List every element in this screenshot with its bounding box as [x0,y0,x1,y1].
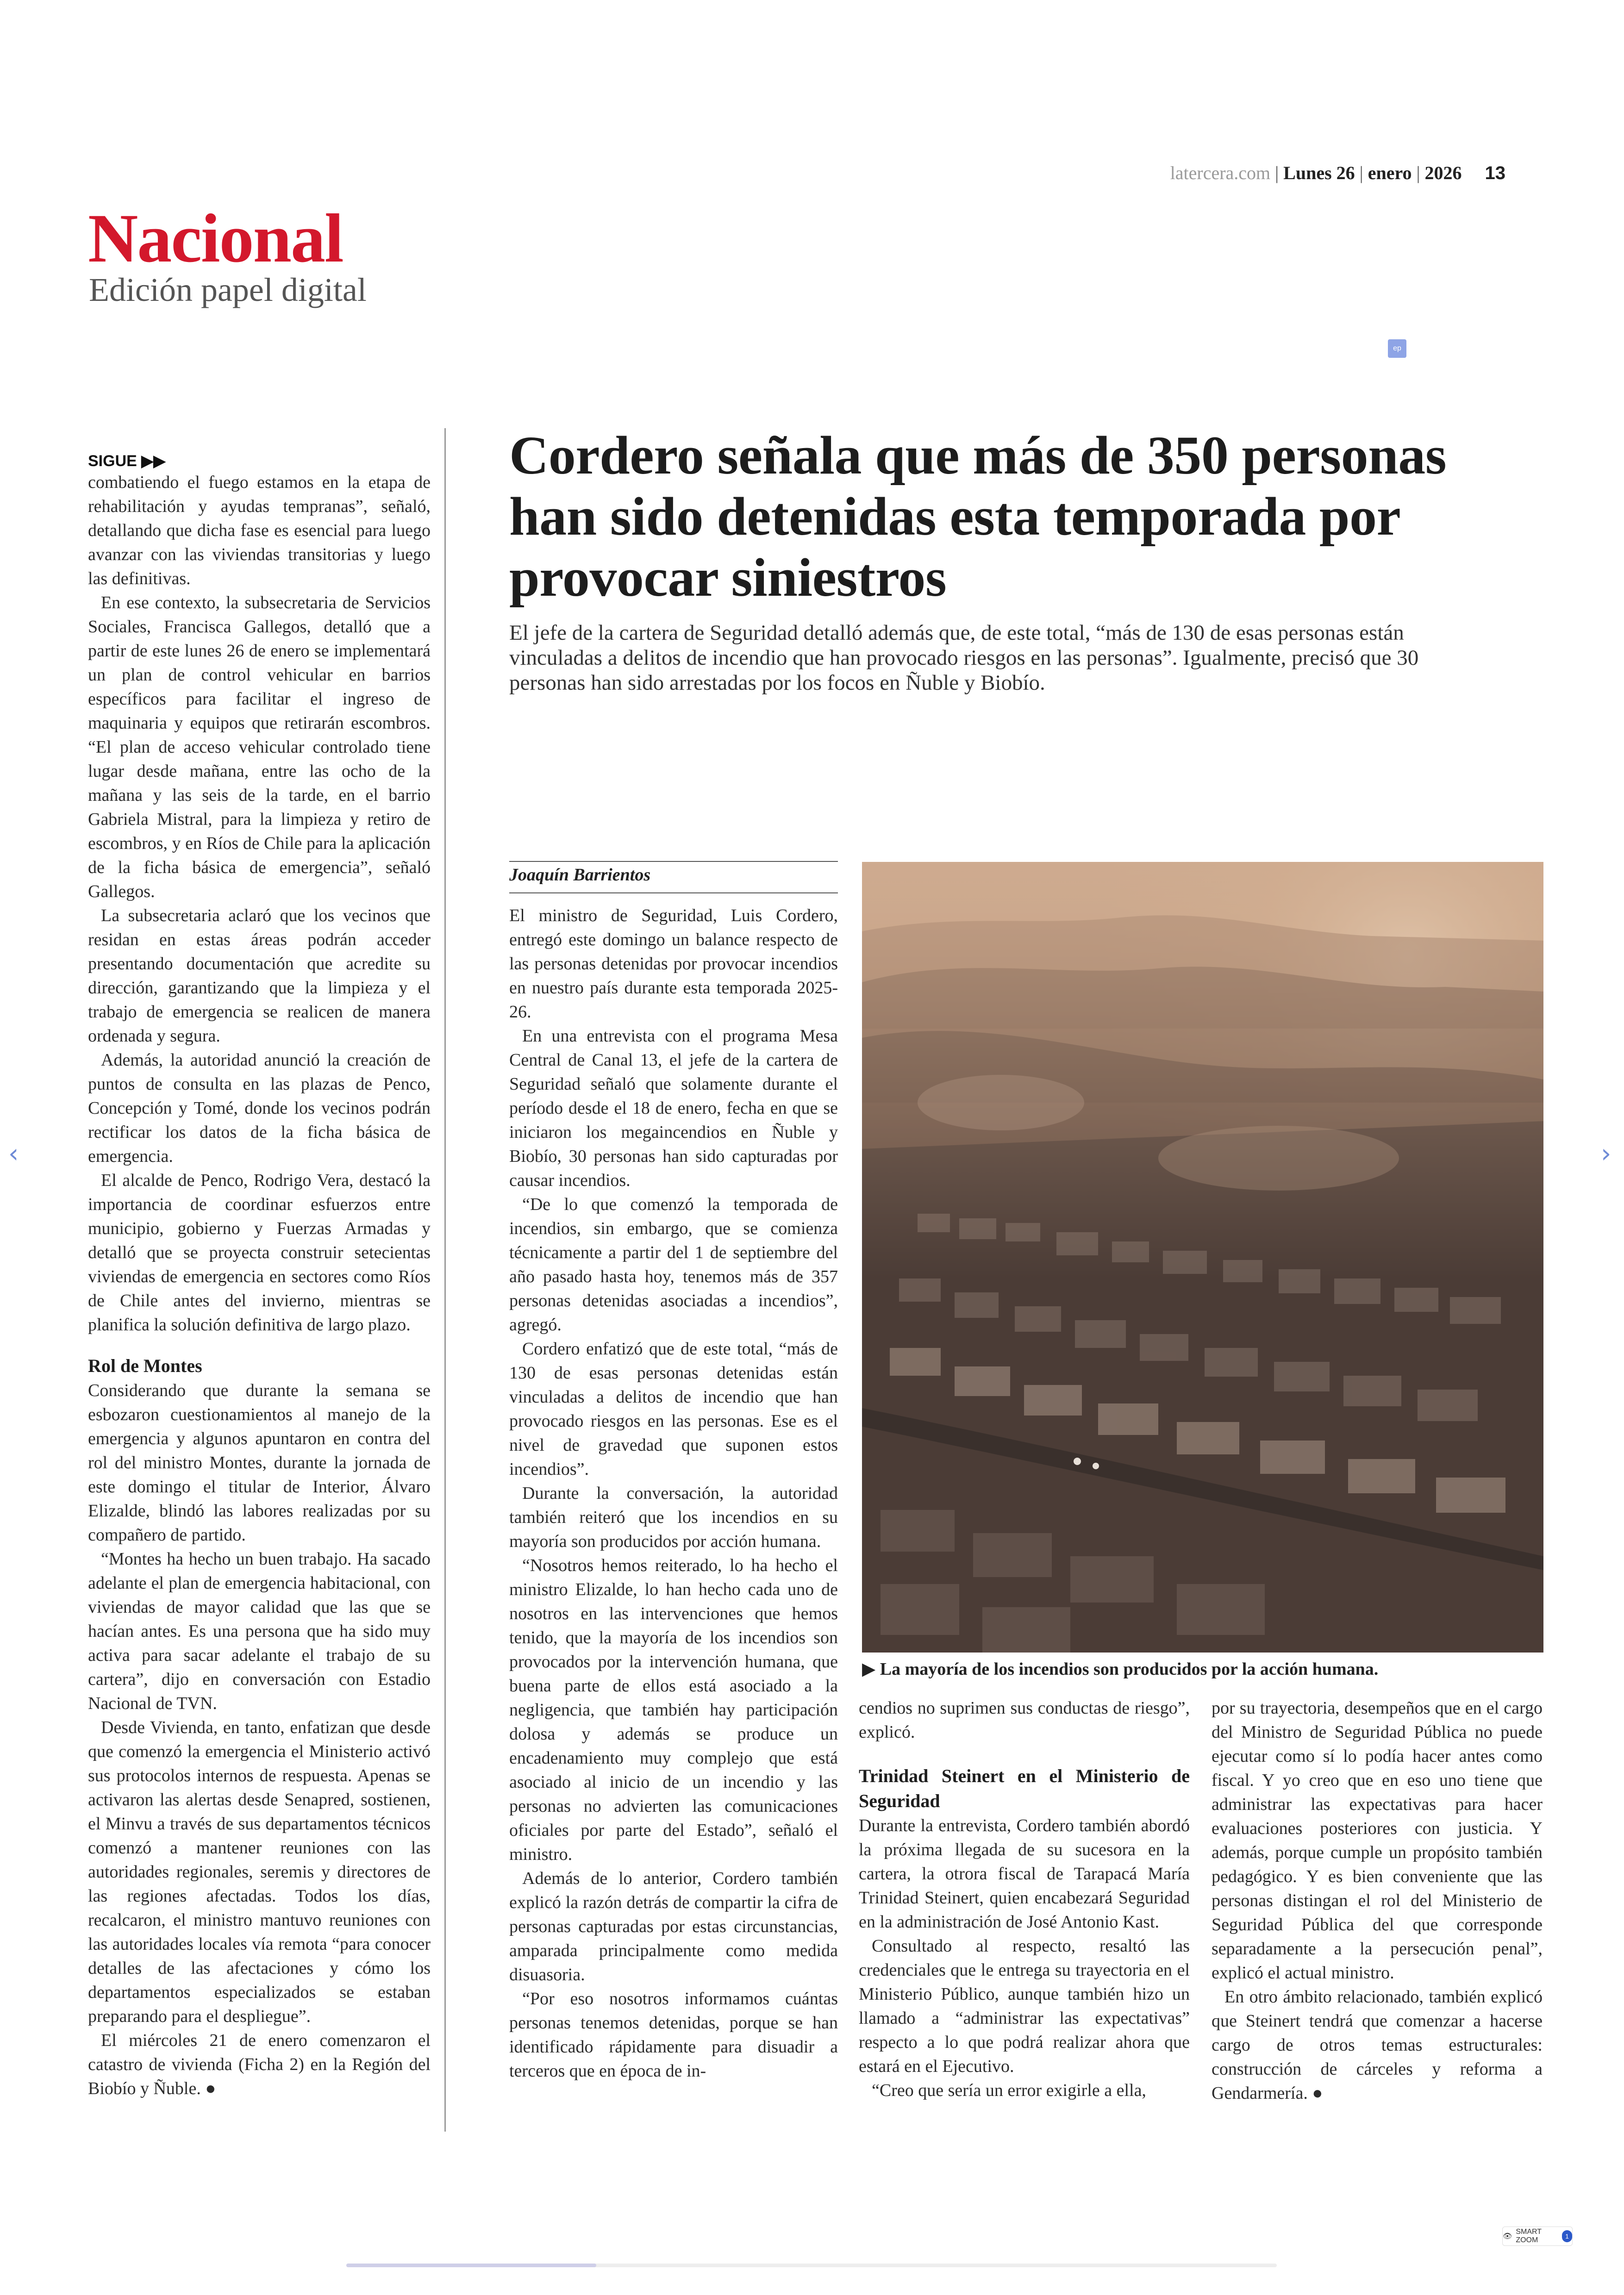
next-page-arrow-icon[interactable]: › [1601,1139,1612,1169]
left-column [88,449,431,2101]
paragraph: Desde Vivienda, en tanto, enfatizan que desde que comenzó la emergencia el Ministerio activó sus protocolos internos de respuesta. Apenas se activaron las alertas desde Senapred, sostienen, el Minvu a través de sus departamentos técnicos comenzó a mantener reuniones con las autoridades regionales, seremis y directores de las regiones afectadas. Todos los días, recalcaron, el ministro mantuvo reuniones con las autoridades locales vía remota “para conocer detalles de las afectaciones y cómo los departamentos especializados se estaban preparando para el despliegue”. [88,1718,431,2026]
paragraph: Consultado al respecto, resaltó las credenciales que le entrega su trayectoria en el Ministerio Público, aunque también hizo un llamado a “administrar las expectativas” respecto a lo que podrá realizar ahora que estará en el Ejecutivo. [859,1936,1190,2076]
date-day: Lunes 26 [1283,162,1355,183]
paragraph: Además de lo anterior, Cordero también explicó la razón detrás de compartir la cifra de personas capturadas por estas circunstancias, amparada principalmente como medida disuasoria. [509,1869,838,1984]
middle-column [509,904,838,2083]
paragraph: por su trayectoria, desempeños que en el cargo del Ministro de Seguridad Pública no puede ejecutar como sí lo podía hacer antes como fiscal. Y yo creo que en eso uno tiene que administrar las expectativas para hacer evaluaciones posteriores con justicia. Y además, porque cumple un propósito también pedagógico. Y es bien conveniente que las personas distingan el rol del Ministerio de Seguridad Pública del que corresponde separadamente a la persecución penal”, explicó el actual ministro. [1212,1698,1543,1983]
date-year: 2026 [1424,162,1462,183]
page-scrollbar-thumb[interactable] [346,2264,596,2267]
photo-caption: ▶ La mayoría de los incendios son producidos por la acción humana. [862,1659,1379,1679]
smart-zoom-label: SMART ZOOM [1516,2228,1542,2244]
paragraph: “Montes ha hecho un buen trabajo. Ha sacado adelante el plan de emergencia habitacional, con viviendas de mayor calidad que las que se hacían antes. Es una persona que ha sido muy activa para sacar adelante el trabajo de su cartera”, dijo en conversación con Estadio Nacional de TVN. [88,1549,431,1713]
end-mark-icon: ● [205,2079,216,2098]
column-four [1212,1696,1543,2105]
paragraph: combatiendo el fuego estamos en la etapa de rehabilitación y ayudas tempranas”, señaló, detallando que dicha fase es esencial para luego avanzar con las viviendas transitorias y luego las definitivas. [88,473,431,588]
paragraph: “Por eso nosotros informamos cuántas personas tenemos detenidas, porque se han identificado rápidamente para disuadir a terceros que en época de in- [509,1989,838,2081]
sigue-marker: SIGUE ▶▶ [88,452,166,470]
paragraph-text: En otro ámbito relacionado, también explicó que Steinert tendrá que comenzar a hacerse cargo de otros temas estructurales: construcción de cárceles y reforma a Gendarmería. [1212,1987,1543,2103]
paragraph: En ese contexto, la subsecretaria de Servicios Sociales, Francisca Gallegos, detalló que a partir de este lunes 26 de enero se implementará un plan de control vehicular en barrios específicos para facilitar el ingreso de maquinaria y equipos que retirarán escombros. “El plan de acceso vehicular controlado tiene lugar desde mañana, entre las ocho de la mañana y las seis de la tarde, en el barrio Gabriela Mistral, para la limpieza y retiro de escombros, y en Ríos de Chile para la aplicación de la ficha básica de emergencia”, señaló Gallegos. [88,593,431,901]
column-three [859,1696,1190,2102]
paragraph: El ministro de Seguridad, Luis Cordero, entregó este domingo un balance respecto de las personas detenidas por provocar incendios en nuestro país durante esta temporada 2025-26. [509,906,838,1022]
end-mark-icon: ● [1312,2083,1323,2103]
eye-icon: 👁 [1503,2233,1512,2240]
ep-badge[interactable]: ep [1388,339,1406,358]
subhead-rol-de-montes: Rol de Montes [88,1355,202,1376]
deck: El jefe de la cartera de Seguridad detalló además que, de este total, “más de 130 de esas personas están vinculadas a delitos de incendio que han provocado riesgos en las personas”. Igualmente, precisó que 30 personas han sido arrestadas por los focos en Ñuble y Biobío. [509,621,1419,695]
headline: Cordero señala que más de 350 personas han sido detenidas esta temporada por provocar siniestros [509,425,1447,608]
prev-page-arrow-icon[interactable]: ‹ [8,1139,19,1169]
paragraph: Además, la autoridad anunció la creación de puntos de consulta en las plazas de Penco, Concepción y Tomé, donde los vecinos podrán rectificar los datos de la ficha básica de emergencia. [88,1050,431,1166]
smart-zoom-button[interactable] [1502,2226,1573,2246]
paragraph: El alcalde de Penco, Rodrigo Vera, destacó la importancia de coordinar esfuerzos entre municipio, gobierno y Fuerzas Armadas y detalló que se proyecta construir setecientas viviendas de emergencia en sectores como Ríos de Chile antes del invierno, mientras se planifica la solución definitiva de largo plazo. [88,1171,431,1335]
masthead-dateline: latercera.com | Lunes 26 | enero | 2026 13 [1170,162,1505,183]
paragraph-end [1212,1985,1543,2105]
page-number: 13 [1485,163,1505,183]
paragraph: “Nosotros hemos reiterado, lo ha hecho el ministro Elizalde, lo han hecho cada uno de nosotros en las intervenciones que hemos tenido, que la mayoría de los incendios son provocados por la intervención humana, que buena parte de ellos está asociado a la negligencia, que también hay participación dolosa y además se produce un encadenamiento muy complejo que está asociado al inicio de un incendio y las personas no advierten las comunicaciones oficiales por parte del Estado”, señaló el ministro. [509,1556,838,1864]
paragraph: Durante la conversación, la autoridad también reiteró que los incendios en su mayoría son producidos por acción humana. [509,1484,838,1551]
byline: Joaquín Barrientos [509,865,651,885]
smart-zoom-count: 1 [1562,2230,1572,2242]
paragraph: cendios no suprimen sus conductas de riesgo”, explicó. [859,1698,1190,1742]
paragraph: Considerando que durante la semana se esbozaron cuestionamientos al manejo de la emergencia y algunos apuntaron en contra del rol del ministro Montes, durante la jornada de este domingo el titular de Interior, Álvaro Elizalde, blindó las labores realizadas por su compañero de partido. [88,1381,431,1545]
section-title: Nacional [88,200,343,277]
paragraph-text: El miércoles 21 de enero comenzaron el catastro de vivienda (Ficha 2) en la Región del Biobío y Ñuble. [88,2031,431,2098]
paragraph-end [88,2028,431,2101]
paragraph: En una entrevista con el programa Mesa Central de Canal 13, el jefe de la cartera de Seguridad señaló que solamente durante el período desde el 18 de enero, fecha en que se iniciaron los megaincendios en Ñuble y Biobío, 30 personas han sido capturadas por causar incendios. [509,1026,838,1190]
paragraph: “De lo que comenzó la temporada de incendios, sin embargo, que se comienza técnicamente a partir del 1 de septiembre del año pasado hasta hoy, tenemos más de 357 personas detenidas asociadas a incendios”, agregó. [509,1195,838,1335]
column-divider [444,428,446,2132]
site-name[interactable]: latercera.com [1170,162,1271,183]
edition-label: Edición papel digital [89,271,367,308]
byline-rule-bottom [509,892,838,893]
fire-aerial-photo[interactable] [862,862,1543,1653]
paragraph: Cordero enfatizó que de este total, “más de 130 de esas personas detenidas están vinculadas a delitos de incendio que han provocado riesgos en las personas. Ese es el nivel de gravedad que suponen estos incendios”. [509,1339,838,1479]
date-month: enero [1368,162,1412,183]
subhead-trinidad-steinert: Trinidad Steinert en el Ministerio de Seguridad [859,1765,1190,1811]
byline-rule-top [509,861,838,862]
paragraph: La subsecretaria aclaró que los vecinos que residan en estas áreas podrán acceder presentando documentación que acredite su dirección, garantizando que la limpieza y el trabajo de emergencia se realicen de manera ordenada y segura. [88,906,431,1046]
paragraph: Durante la entrevista, Cordero también abordó la próxima llegada de su sucesora en la cartera, la otrora fiscal de Tarapacá María Trinidad Steinert, quien encabezará Seguridad en la administración de José Antonio Kast. [859,1816,1190,1932]
paragraph: “Creo que sería un error exigirle a ella, [872,2081,1146,2100]
